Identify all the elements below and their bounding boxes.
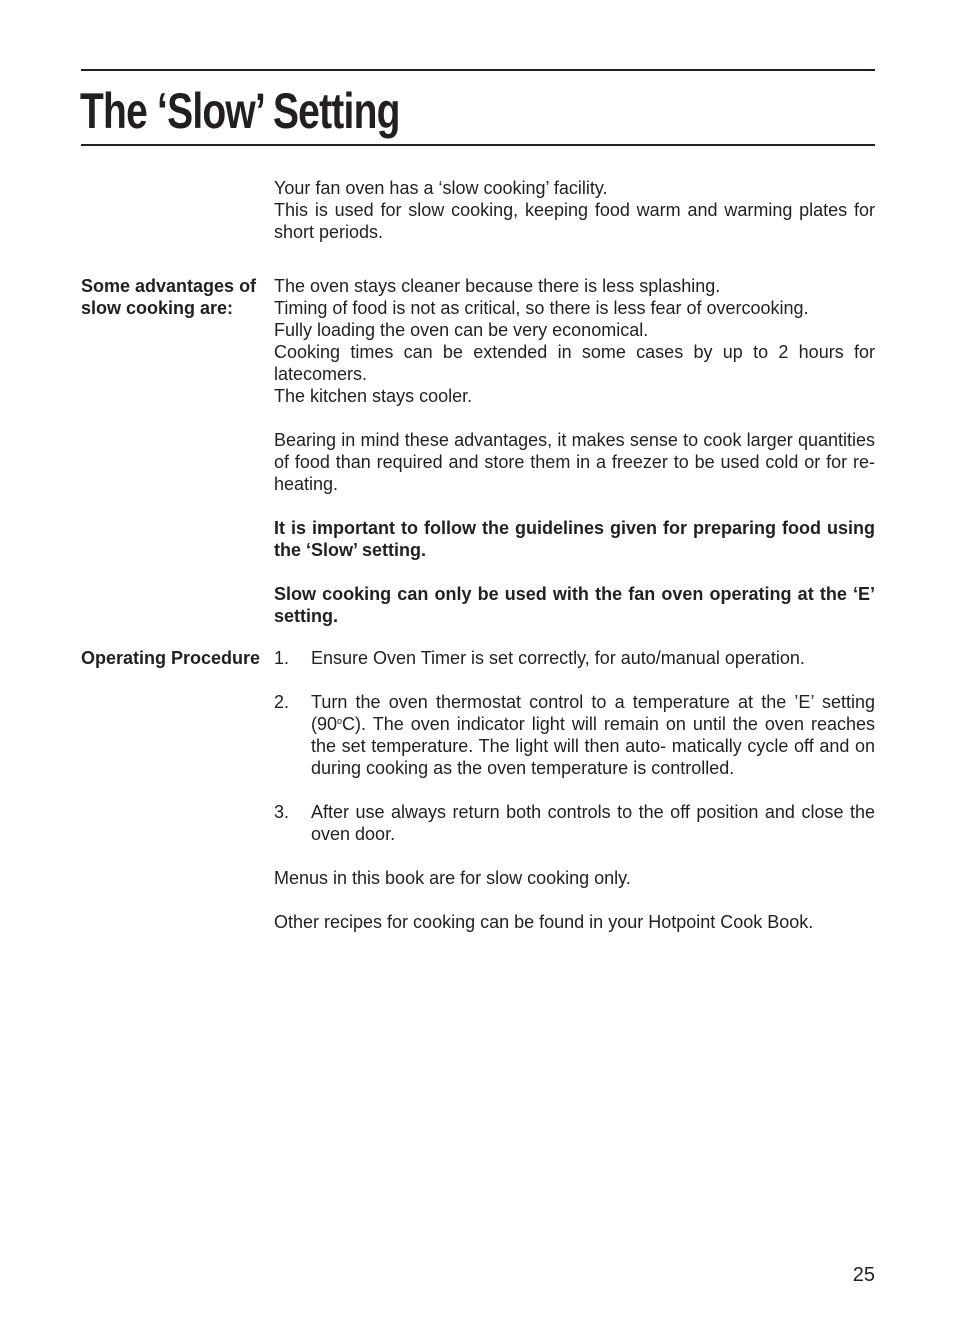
- step-text-part: Turn the oven thermostat control to a temperature at the ’E’ setting (90: [311, 692, 875, 734]
- step-number: 1.: [274, 648, 290, 668]
- advantage-item: The kitchen stays cooler.: [274, 386, 473, 406]
- advantage-item: Timing of food is not as critical, so there is less fear of overcooking.: [274, 298, 809, 318]
- advantages-paragraph: Bearing in mind these advantages, it makes sense to cook larger quantities of food than required and store them in a freezer to be used cold or for re-heating.: [274, 430, 875, 494]
- advantages-heading: Some advantages of slow cooking are:: [81, 276, 257, 318]
- step-number: 2.: [274, 692, 290, 712]
- title-underline: [81, 144, 875, 146]
- advantages-section: [274, 275, 875, 627]
- advantage-item: Fully loading the oven can be very economical.: [274, 320, 649, 340]
- advantage-item: Cooking times can be extended in some cases by up to 2 hours for latecomers.: [274, 342, 875, 384]
- step-text: After use always return both controls to the off position and close the oven door.: [311, 802, 875, 844]
- important-note-1: It is important to follow the guidelines given for preparing food using the ‘Slow’ setting.: [274, 518, 875, 560]
- procedure-step: [274, 647, 875, 669]
- degree-symbol: o: [337, 716, 343, 726]
- procedure-step: [274, 801, 875, 845]
- procedure-heading: Operating Procedure: [81, 648, 261, 668]
- step-text: Ensure Oven Timer is set correctly, for auto/manual operation.: [311, 648, 805, 668]
- step-text: [311, 691, 875, 779]
- page-number: 25: [852, 1264, 875, 1286]
- procedure-note-1: Menus in this book are for slow cooking only.: [274, 868, 631, 888]
- step-text-part: C). The oven indicator light will remain on until the oven reaches the set temperature. The light will then auto- matically cycle off and on during cooking as the oven temperature is controlled.: [311, 714, 875, 778]
- important-note-2: Slow cooking can only be used with the fan oven operating at the ‘E’ setting.: [274, 584, 875, 626]
- procedure-section: [274, 647, 875, 933]
- advantage-item: The oven stays cleaner because there is less splashing.: [274, 276, 721, 296]
- step-number: 3.: [274, 802, 290, 822]
- intro-line-1: Your fan oven has a ‘slow cooking’ facility.: [274, 178, 608, 198]
- page-title: The ‘Slow’ Setting: [80, 83, 400, 139]
- procedure-note-2: Other recipes for cooking can be found in your Hotpoint Cook Book.: [274, 912, 814, 932]
- top-rule: [81, 69, 875, 71]
- intro-section: [274, 177, 875, 243]
- intro-line-2: This is used for slow cooking, keeping food warm and warming plates for short periods.: [274, 200, 875, 242]
- procedure-step: [274, 691, 875, 779]
